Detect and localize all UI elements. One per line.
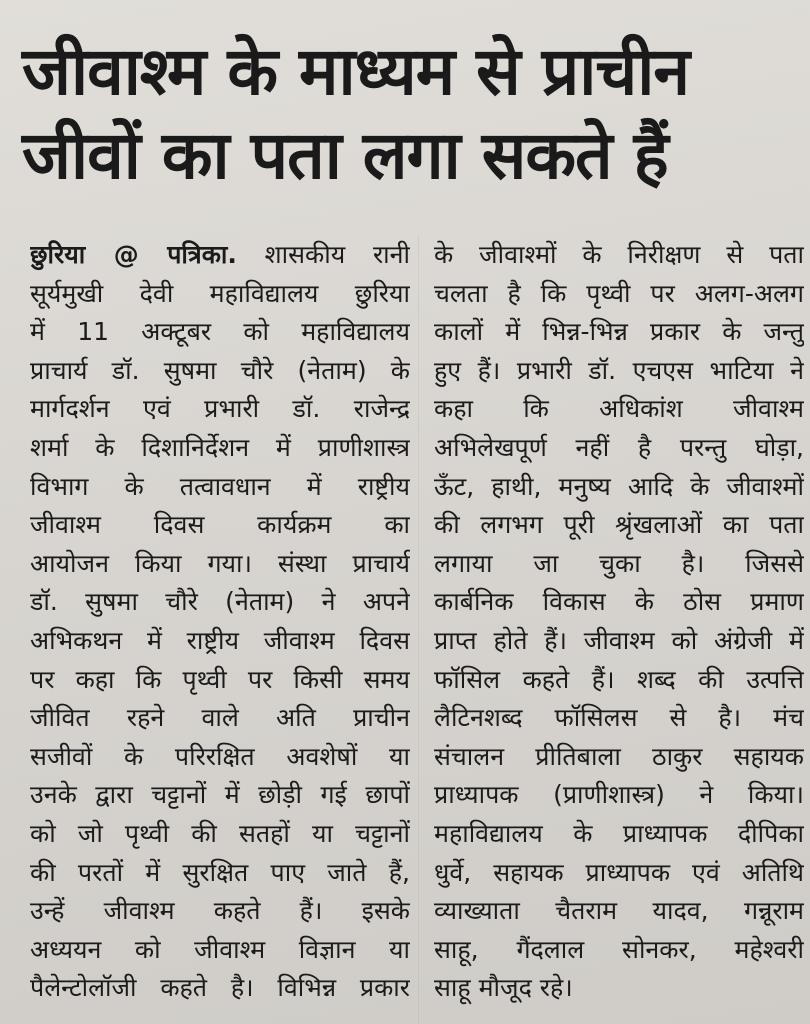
article-line: जीवित रहने वाले अति प्राचीन bbox=[30, 703, 410, 733]
headline-line-1: जीवाश्म के माध्यम से प्राचीन bbox=[22, 33, 689, 110]
article-line: सजीवों के परिरक्षित अवशेषों या bbox=[30, 741, 410, 771]
article-line: अभिलेखपूर्ण नहीं है परन्तु घोड़ा, bbox=[434, 432, 804, 462]
article-line: को जो पृथ्वी की सतहों या चट्टानों bbox=[30, 818, 410, 848]
article-line: पर कहा कि पृथ्वी पर किसी समय bbox=[30, 664, 410, 694]
article-headline bbox=[22, 30, 802, 198]
article-line: साहू, गैंदलाल सोनकर, महेश्वरी bbox=[434, 934, 804, 964]
article-line: उन्हें जीवाश्म कहते हैं। इसके bbox=[30, 896, 410, 926]
article-line: महाविद्यालय के प्राध्यापक दीपिका bbox=[434, 818, 804, 848]
article-line: उनके द्वारा चट्टानों में छोड़ी गई छापों bbox=[30, 780, 410, 810]
article-line: में 11 अक्टूबर को महाविद्यालय bbox=[30, 317, 410, 347]
article-line: की लगभग पूरी श्रृंखलाओं का पता bbox=[434, 510, 804, 540]
article-line-text: शासकीय रानी bbox=[264, 240, 410, 269]
article-line: ऊँट, हाथी, मनुष्य आदि के जीवाश्मों bbox=[434, 471, 804, 501]
article-line: अध्ययन को जीवाश्म विज्ञान या bbox=[30, 934, 410, 964]
article-column-right bbox=[434, 236, 804, 1008]
article-line: हुए हैं। प्रभारी डॉ. एचएस भाटिया ने bbox=[434, 355, 804, 385]
article-line: लगाया जा चुका है। जिससे bbox=[434, 548, 804, 578]
article-line: शर्मा के दिशानिर्देशन में प्राणीशास्त्र bbox=[30, 432, 410, 462]
article-line: कार्बनिक विकास के ठोस प्रमाण bbox=[434, 587, 804, 617]
article-line: मार्गदर्शन एवं प्रभारी डॉ. राजेन्द्र bbox=[30, 394, 410, 424]
article-line: लैटिनशब्द फॉसिलस से है। मंच bbox=[434, 703, 804, 733]
dateline: छुरिया @ पत्रिका. bbox=[30, 240, 237, 269]
article-line: प्राचार्य डॉ. सुषमा चौरे (नेताम) के bbox=[30, 355, 410, 385]
article-line: व्याख्याता चैतराम यादव, गन्नूराम bbox=[434, 896, 804, 926]
article-line: चलता है कि पृथ्वी पर अलग-अलग bbox=[434, 278, 804, 308]
article-line: आयोजन किया गया। संस्था प्राचार्य bbox=[30, 548, 410, 578]
column-gutter bbox=[418, 236, 419, 1024]
article-line: कालों में भिन्न-भिन्न प्रकार के जन्तु bbox=[434, 317, 804, 347]
article-line: के जीवाश्मों के निरीक्षण से पता bbox=[434, 240, 804, 269]
article-line: जीवाश्म दिवस कार्यक्रम का bbox=[30, 510, 410, 540]
article-line: कहा कि अधिकांश जीवाश्म bbox=[434, 394, 804, 424]
article-line: फॉसिल कहते हैं। शब्द की उत्पत्ति bbox=[434, 664, 804, 694]
headline-line-2: जीवों का पता लगा सकते हैं bbox=[22, 117, 668, 194]
article-line: अभिकथन में राष्ट्रीय जीवाश्म दिवस bbox=[30, 625, 410, 655]
article-line: प्राप्त होते हैं। जीवाश्म को अंग्रेजी में bbox=[434, 625, 804, 655]
article-line: सूर्यमुखी देवी महाविद्यालय छुरिया bbox=[30, 278, 410, 308]
article-line: पैलेन्टोलॉजी कहते है। विभिन्न प्रकार bbox=[30, 973, 410, 1003]
article-line: धुर्वे, सहायक प्राध्यापक एवं अतिथि bbox=[434, 857, 804, 887]
article-column-left bbox=[30, 236, 410, 1008]
article-line: डॉ. सुषमा चौरे (नेताम) ने अपने bbox=[30, 587, 410, 617]
article-line: साहू मौजूद रहे। bbox=[434, 973, 573, 1003]
article-line: प्राध्यापक (प्राणीशास्त्र) ने किया। bbox=[434, 780, 804, 810]
article-line: संचालन प्रीतिबाला ठाकुर सहायक bbox=[434, 741, 804, 771]
article-line: की परतों में सुरक्षित पाए जाते हैं, bbox=[30, 857, 410, 887]
article-line: विभाग के तत्वावधान में राष्ट्रीय bbox=[30, 471, 410, 501]
article-line bbox=[30, 236, 410, 275]
